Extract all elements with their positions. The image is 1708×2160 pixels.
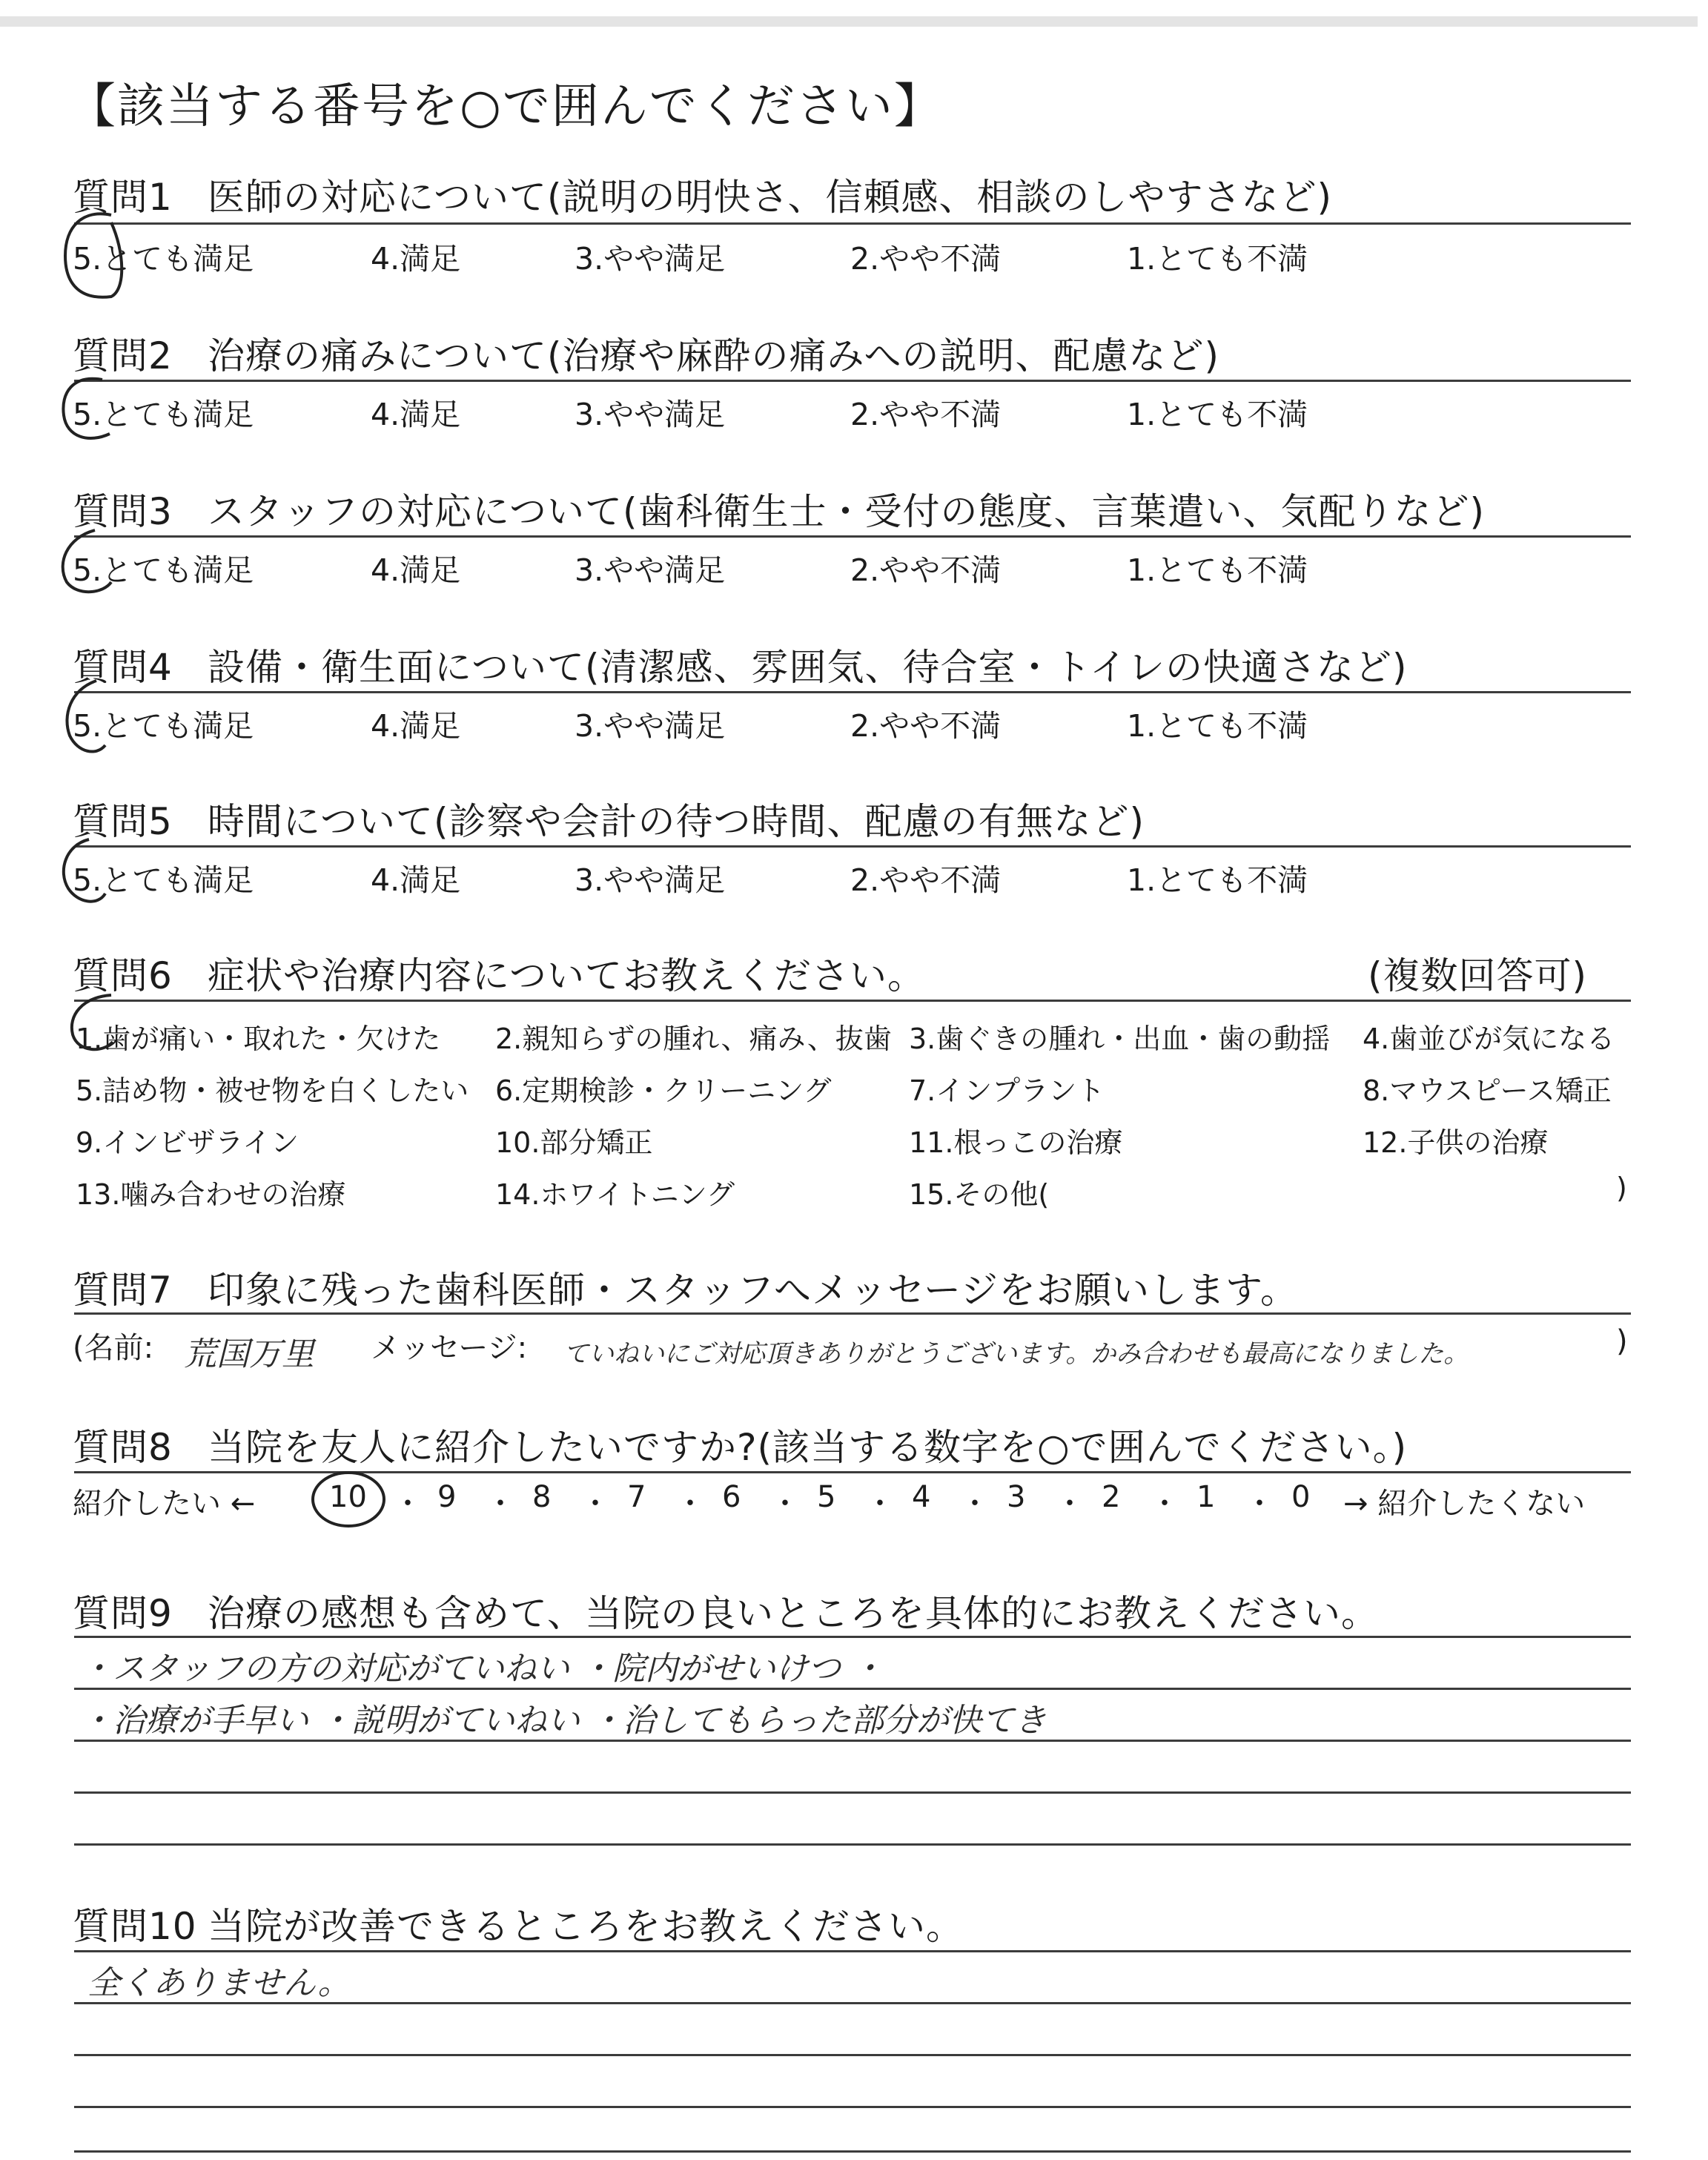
- q2-option-3[interactable]: 3.やや満足: [575, 397, 726, 432]
- q2-option-4[interactable]: 4.満足: [371, 397, 461, 432]
- q8-score-0[interactable]: 0: [1291, 1480, 1311, 1514]
- answer-line: [74, 2054, 1631, 2056]
- q8-score-8[interactable]: 8: [532, 1480, 552, 1514]
- q8-dot: ・: [1245, 1487, 1274, 1521]
- answer-line: [74, 1843, 1631, 1846]
- q8-left-label: 紹介したい ←: [73, 1487, 256, 1521]
- q7-name-value[interactable]: 荒国万里: [184, 1335, 314, 1373]
- q8-dot: ・: [770, 1487, 800, 1521]
- question-7-label: 質問7: [73, 1269, 173, 1312]
- question-6-rule: [74, 1000, 1631, 1002]
- q5-option-5[interactable]: 5.とても満足: [73, 862, 254, 898]
- answer-line: [74, 2106, 1631, 2108]
- q8-dot: ・: [675, 1487, 705, 1521]
- q1-option-3[interactable]: 3.やや満足: [575, 241, 726, 277]
- q8-dot: ・: [486, 1487, 515, 1521]
- question-8-label: 質問8: [73, 1426, 173, 1469]
- q8-score-10[interactable]: 10: [329, 1480, 367, 1514]
- q8-right-label: → 紹介したくない: [1343, 1487, 1586, 1521]
- question-8-rule: [74, 1471, 1631, 1473]
- q8-dot: ・: [580, 1487, 610, 1521]
- q6-item-9[interactable]: 9.インビザライン: [76, 1126, 299, 1159]
- question-5-label: 質問5: [73, 800, 173, 843]
- question-4-title: [73, 638, 1408, 691]
- question-10-text: 当院が改善できるところをお教えください。: [208, 1905, 964, 1948]
- q1-option-5[interactable]: 5.とても満足: [73, 241, 254, 277]
- page-heading: 【該当する番号を○で囲んでください】: [68, 79, 943, 134]
- question-4-text: 設備・衛生面について(清潔感、雰囲気、待合室・トイレの快適さなど): [208, 646, 1408, 689]
- q8-dot: ・: [1150, 1487, 1179, 1521]
- q2-option-5[interactable]: 5.とても満足: [73, 397, 254, 432]
- question-9-title: [73, 1584, 1379, 1637]
- q10-answer-line-1[interactable]: 全くありません。: [87, 1964, 351, 2002]
- question-6-label: 質問6: [73, 954, 173, 997]
- q5-option-3[interactable]: 3.やや満足: [575, 862, 726, 898]
- q6-item-8[interactable]: 8.マウスピース矯正: [1363, 1074, 1612, 1107]
- question-1-title: [73, 168, 1332, 221]
- q6-item-13[interactable]: 13.噛み合わせの治療: [76, 1178, 346, 1211]
- answer-line: [74, 1950, 1631, 1952]
- question-3-rule: [74, 535, 1631, 538]
- question-5-text: 時間について(診察や会計の待つ時間、配慮の有無など): [208, 800, 1145, 843]
- question-4-label: 質問4: [73, 646, 173, 689]
- question-2-title: [73, 326, 1219, 380]
- question-7-rule: [74, 1312, 1631, 1315]
- q4-option-4[interactable]: 4.満足: [371, 708, 461, 744]
- q5-option-4[interactable]: 4.満足: [371, 862, 461, 898]
- q4-option-1[interactable]: 1.とても不満: [1127, 708, 1308, 744]
- q3-option-3[interactable]: 3.やや満足: [575, 552, 726, 588]
- q6-item-15[interactable]: 15.その他(: [909, 1178, 1050, 1211]
- question-3-title: [73, 482, 1485, 535]
- q8-score-6[interactable]: 6: [722, 1480, 741, 1514]
- question-1-text: 医師の対応について(説明の明快さ、信頼感、相談のしやすさなど): [208, 176, 1333, 219]
- q1-option-2[interactable]: 2.やや不満: [850, 241, 1002, 277]
- q5-option-2[interactable]: 2.やや不満: [850, 862, 1002, 898]
- q8-score-5[interactable]: 5: [817, 1480, 836, 1514]
- question-2-label: 質問2: [73, 334, 173, 377]
- question-1-label: 質問1: [73, 176, 173, 219]
- question-2-text: 治療の痛みについて(治療や麻酔の痛みへの説明、配慮など): [208, 334, 1220, 377]
- question-8-text: 当院を友人に紹介したいですか?(該当する数字を○で囲んでください。): [208, 1426, 1408, 1469]
- question-7-text: 印象に残った歯科医師・スタッフへメッセージをお願いします。: [208, 1269, 1298, 1312]
- q6-item-3[interactable]: 3.歯ぐきの腫れ・出血・歯の動揺: [909, 1023, 1331, 1055]
- q9-answer-line-1[interactable]: ・スタッフの方の対応がていねい ・院内がせいけつ ・: [80, 1650, 884, 1688]
- question-10-label: 質問10: [73, 1905, 197, 1948]
- q6-item-2[interactable]: 2.親知らずの腫れ、痛み、抜歯: [495, 1023, 892, 1055]
- q6-item-6[interactable]: 6.定期検診・クリーニング: [495, 1074, 832, 1107]
- question-9-text: 治療の感想も含めて、当院の良いところを具体的にお教えください。: [208, 1592, 1379, 1635]
- q1-option-4[interactable]: 4.満足: [371, 241, 461, 277]
- q6-item-10[interactable]: 10.部分矯正: [495, 1126, 653, 1159]
- q6-item-5[interactable]: 5.詰め物・被せ物を白くしたい: [76, 1074, 469, 1107]
- q4-option-3[interactable]: 3.やや満足: [575, 708, 726, 744]
- q7-close: ): [1616, 1324, 1628, 1358]
- q6-item-12[interactable]: 12.子供の治療: [1363, 1126, 1549, 1159]
- q5-option-1[interactable]: 1.とても不満: [1127, 862, 1308, 898]
- answer-line: [74, 2150, 1631, 2153]
- q4-option-2[interactable]: 2.やや不満: [850, 708, 1002, 744]
- q8-score-3[interactable]: 3: [1007, 1480, 1026, 1514]
- question-6-text: 症状や治療内容についてお教えください。: [208, 954, 925, 997]
- q1-option-1[interactable]: 1.とても不満: [1127, 241, 1308, 277]
- q8-score-7[interactable]: 7: [627, 1480, 646, 1514]
- question-1-rule: [74, 222, 1631, 225]
- q6-item-4[interactable]: 4.歯並びが気になる: [1363, 1023, 1615, 1055]
- q8-score-2[interactable]: 2: [1102, 1480, 1121, 1514]
- q2-option-1[interactable]: 1.とても不満: [1127, 397, 1308, 432]
- question-10-title: [73, 1897, 964, 1950]
- q3-option-4[interactable]: 4.満足: [371, 552, 461, 588]
- question-4-rule: [74, 691, 1631, 693]
- q7-name-label: (名前:: [73, 1331, 154, 1365]
- q9-answer-line-2[interactable]: ・治療が手早い ・説明がていねい ・治してもらった部分が快てき: [80, 1702, 1047, 1740]
- question-7-title: [73, 1261, 1298, 1314]
- question-3-label: 質問3: [73, 490, 173, 533]
- q8-dot: ・: [960, 1487, 990, 1521]
- question-3-text: スタッフの対応について(歯科衛生士・受付の態度、言葉遣い、気配りなど): [208, 490, 1486, 533]
- q8-dot: ・: [1055, 1487, 1085, 1521]
- question-5-rule: [74, 845, 1631, 848]
- q3-option-5[interactable]: 5.とても満足: [73, 552, 254, 588]
- q6-item-7[interactable]: 7.インプラント: [909, 1074, 1105, 1107]
- q3-option-2[interactable]: 2.やや不満: [850, 552, 1002, 588]
- q3-option-1[interactable]: 1.とても不満: [1127, 552, 1308, 588]
- q6-item-11[interactable]: 11.根っこの治療: [909, 1126, 1123, 1159]
- scan-edge: [0, 16, 1698, 27]
- q7-message-label: メッセージ:: [371, 1331, 528, 1365]
- q2-option-2[interactable]: 2.やや不満: [850, 397, 1002, 432]
- q8-score-9[interactable]: 9: [437, 1480, 457, 1514]
- q8-score-4[interactable]: 4: [912, 1480, 931, 1514]
- answer-line: [74, 1791, 1631, 1794]
- q7-message-value[interactable]: ていねいにご対応頂きありがとうございます。かみ合わせも最高になりました。: [563, 1339, 1469, 1369]
- question-8-title: [73, 1418, 1407, 1471]
- answer-line: [74, 1636, 1631, 1638]
- question-6-title: [73, 946, 925, 1000]
- q8-dot: ・: [865, 1487, 895, 1521]
- q6-item-1[interactable]: 1.歯が痛い・取れた・欠けた: [76, 1023, 441, 1055]
- q6-item-14[interactable]: 14.ホワイトニング: [495, 1178, 735, 1211]
- q4-option-5[interactable]: 5.とても満足: [73, 708, 254, 744]
- q8-score-1[interactable]: 1: [1196, 1480, 1216, 1514]
- question-2-rule: [74, 380, 1631, 382]
- q6-item-15-close: ): [1616, 1172, 1627, 1204]
- q8-dot: ・: [393, 1487, 423, 1521]
- question-6-note: (複数回答可): [1368, 954, 1588, 997]
- question-5-title: [73, 792, 1145, 845]
- question-9-label: 質問9: [73, 1592, 173, 1635]
